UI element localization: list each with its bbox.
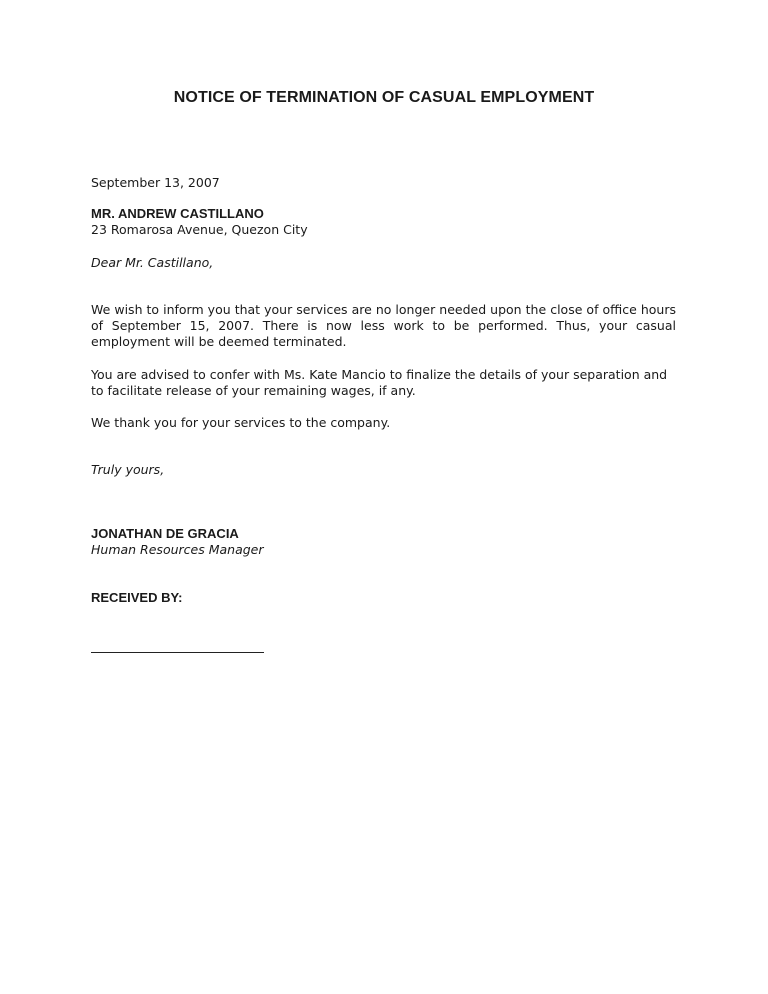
- signatory-name: JONATHAN DE GRACIA: [91, 526, 239, 541]
- letter-date: September 13, 2007: [91, 175, 220, 190]
- letter-title: NOTICE OF TERMINATION OF CASUAL EMPLOYMENT: [173, 89, 595, 106]
- body-paragraph-3: We thank you for your services to the company.: [91, 415, 391, 430]
- closing: Truly yours,: [91, 462, 165, 477]
- recipient-address: 23 Romarosa Avenue, Quezon City: [91, 222, 308, 237]
- salutation: Dear Mr. Castillano,: [91, 255, 214, 270]
- body-paragraph-2: You are advised to confer with Ms. Kate Mancio to finalize the details of your separation and to facilitate release of your remaining wages, if any.: [91, 367, 668, 398]
- body-paragraph-1: We wish to inform you that your services are no longer needed upon the close of office hours of September 15, 2007. There is now less work to be performed. Thus, your casual employment will be deemed terminated.: [91, 302, 676, 349]
- recipient-name: MR. ANDREW CASTILLANO: [91, 206, 264, 221]
- signature-line: [91, 652, 264, 653]
- received-by-label: RECEIVED BY:: [91, 590, 183, 605]
- signatory-title: Human Resources Manager: [91, 542, 264, 557]
